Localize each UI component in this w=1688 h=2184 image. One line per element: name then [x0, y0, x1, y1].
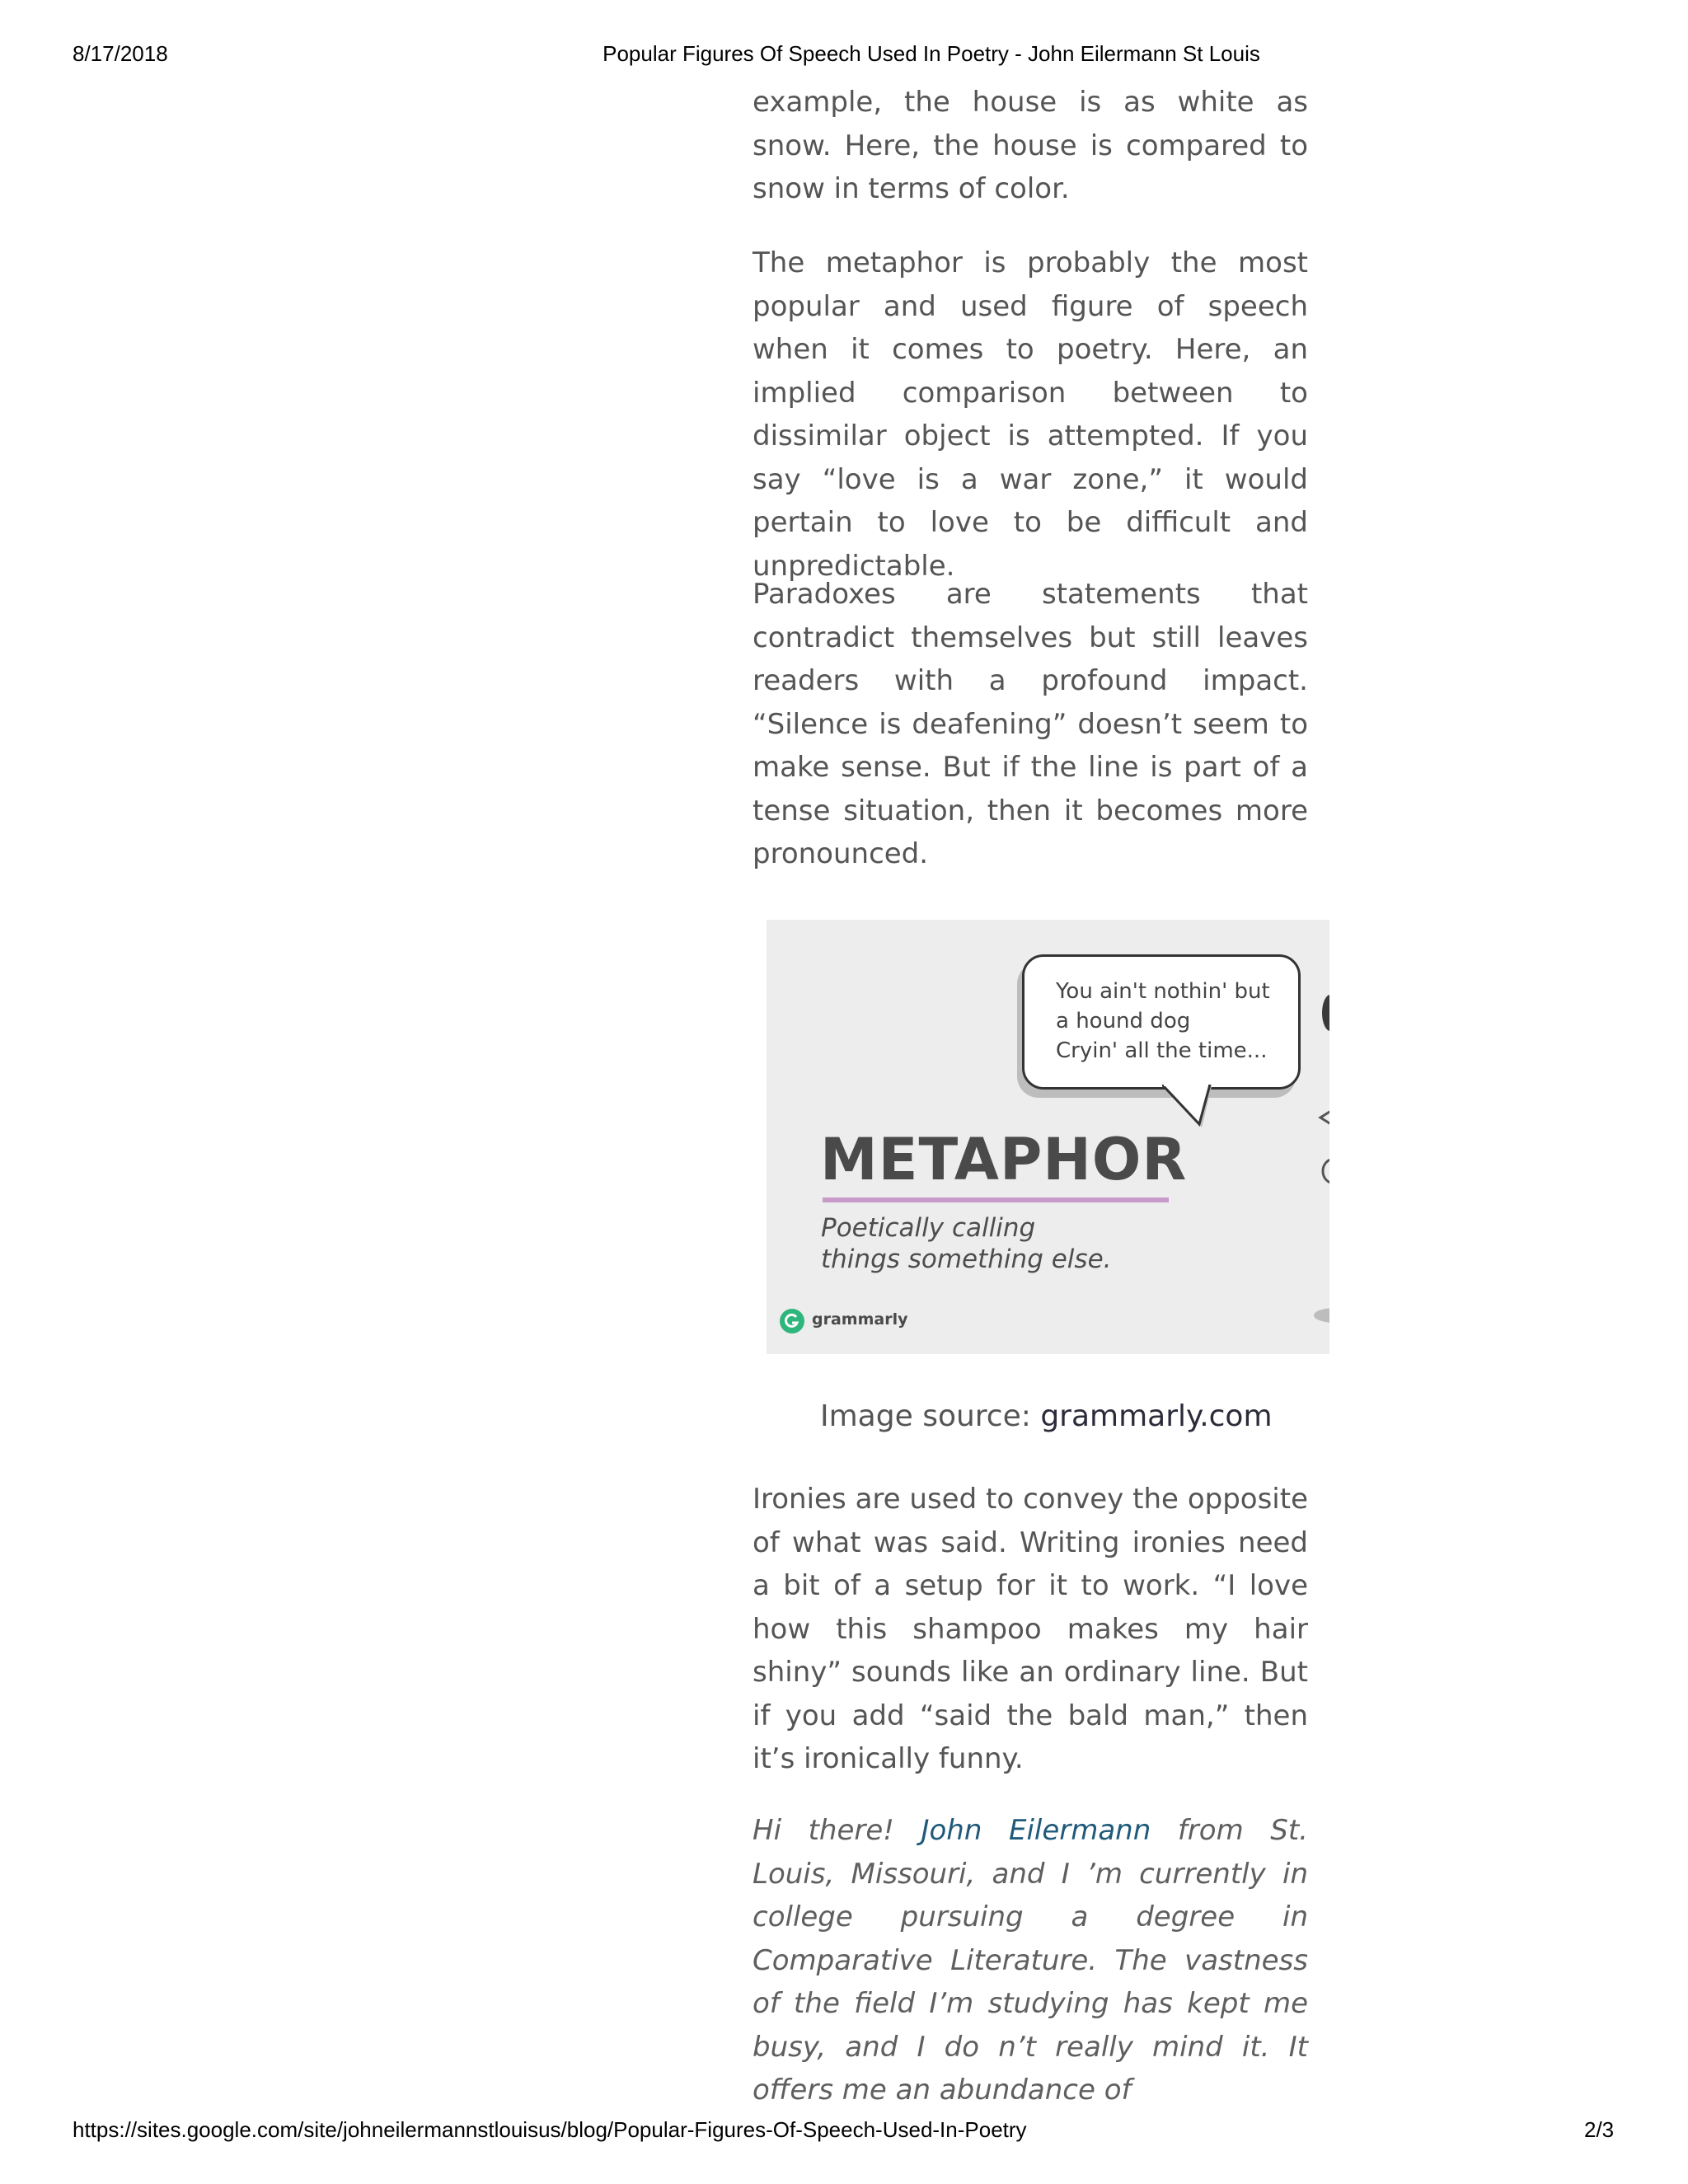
article-paragraph-metaphor	[753, 241, 1308, 588]
print-page-number: 2/3	[1584, 2117, 1615, 2142]
subtitle-line: things something else.	[821, 1244, 1112, 1274]
print-page-title: Popular Figures Of Speech Used In Poetry - John Eilermann St Louis	[603, 41, 1260, 66]
print-date: 8/17/2018	[73, 41, 168, 66]
image-source-link[interactable]: grammarly.com	[1040, 1399, 1273, 1433]
bio-greeting: Hi there!	[753, 1814, 921, 1847]
grammarly-g-icon	[779, 1308, 805, 1334]
bio-text	[753, 1809, 1308, 2112]
author-bio	[753, 1809, 1308, 2112]
author-link[interactable]: John Eilermann	[921, 1814, 1151, 1847]
subtitle-line: Poetically calling	[821, 1213, 1036, 1243]
paragraph-text: Ironies are used to convey the opposite of what was said. Writing ironies need a bit of a setup for it to work. “I love how this shampoo makes my hair shiny” sounds like an ordinary line. But if you add “said the bald man,” then it’s ironically funny.	[753, 1483, 1308, 1775]
bubble-line: Cryin' all the time...	[1056, 1038, 1268, 1063]
article-paragraph-irony	[753, 1478, 1308, 1781]
print-url: https://sites.google.com/site/johneilermannstlouisus/blog/Popular-Figures-Of-Speech-Used-In-Poetry	[73, 2117, 1027, 2142]
article-paragraph-simile	[753, 81, 1308, 211]
bio-body: from St. Louis, Missouri, and I ’m currently in college pursuing a degree in Comparative Literature. The vastness of the field I’m studying has kept me busy, and I do n’t really mind it. It offers me an abundance of	[753, 1814, 1308, 2107]
grammarly-wordmark: grammarly	[812, 1310, 908, 1329]
character-drawing-edge	[1311, 920, 1329, 1354]
article-paragraph-paradox	[753, 573, 1308, 876]
heading-underline	[823, 1197, 1169, 1202]
metaphor-subtitle	[821, 1212, 1112, 1275]
metaphor-illustration	[767, 920, 1329, 1354]
paragraph-text: The metaphor is probably the most popular and used figure of speech when it comes to poetry. Here, an implied comparison between to dissimilar object is attempted. If you say “love is a war zone,” it would pertain to love to be difficult and unpredictable.	[753, 246, 1308, 583]
image-caption	[820, 1399, 1315, 1433]
speech-bubble	[1022, 954, 1301, 1090]
paragraph-text: Paradoxes are statements that contradict themselves but still leaves readers with a profound impact. “Silence is deafening” doesn’t seem to make sense. But if the line is part of a tense situation, then it becomes more pronounced.	[753, 578, 1308, 870]
bubble-line: a hound dog	[1056, 1009, 1191, 1033]
bubble-line: You ain't nothin' but	[1056, 979, 1270, 1004]
metaphor-heading: METAPHOR	[820, 1126, 1188, 1193]
paragraph-text: example, the house is as white as snow. Here, the house is compared to snow in terms of color.	[753, 86, 1308, 205]
caption-prefix: Image source:	[820, 1399, 1041, 1433]
